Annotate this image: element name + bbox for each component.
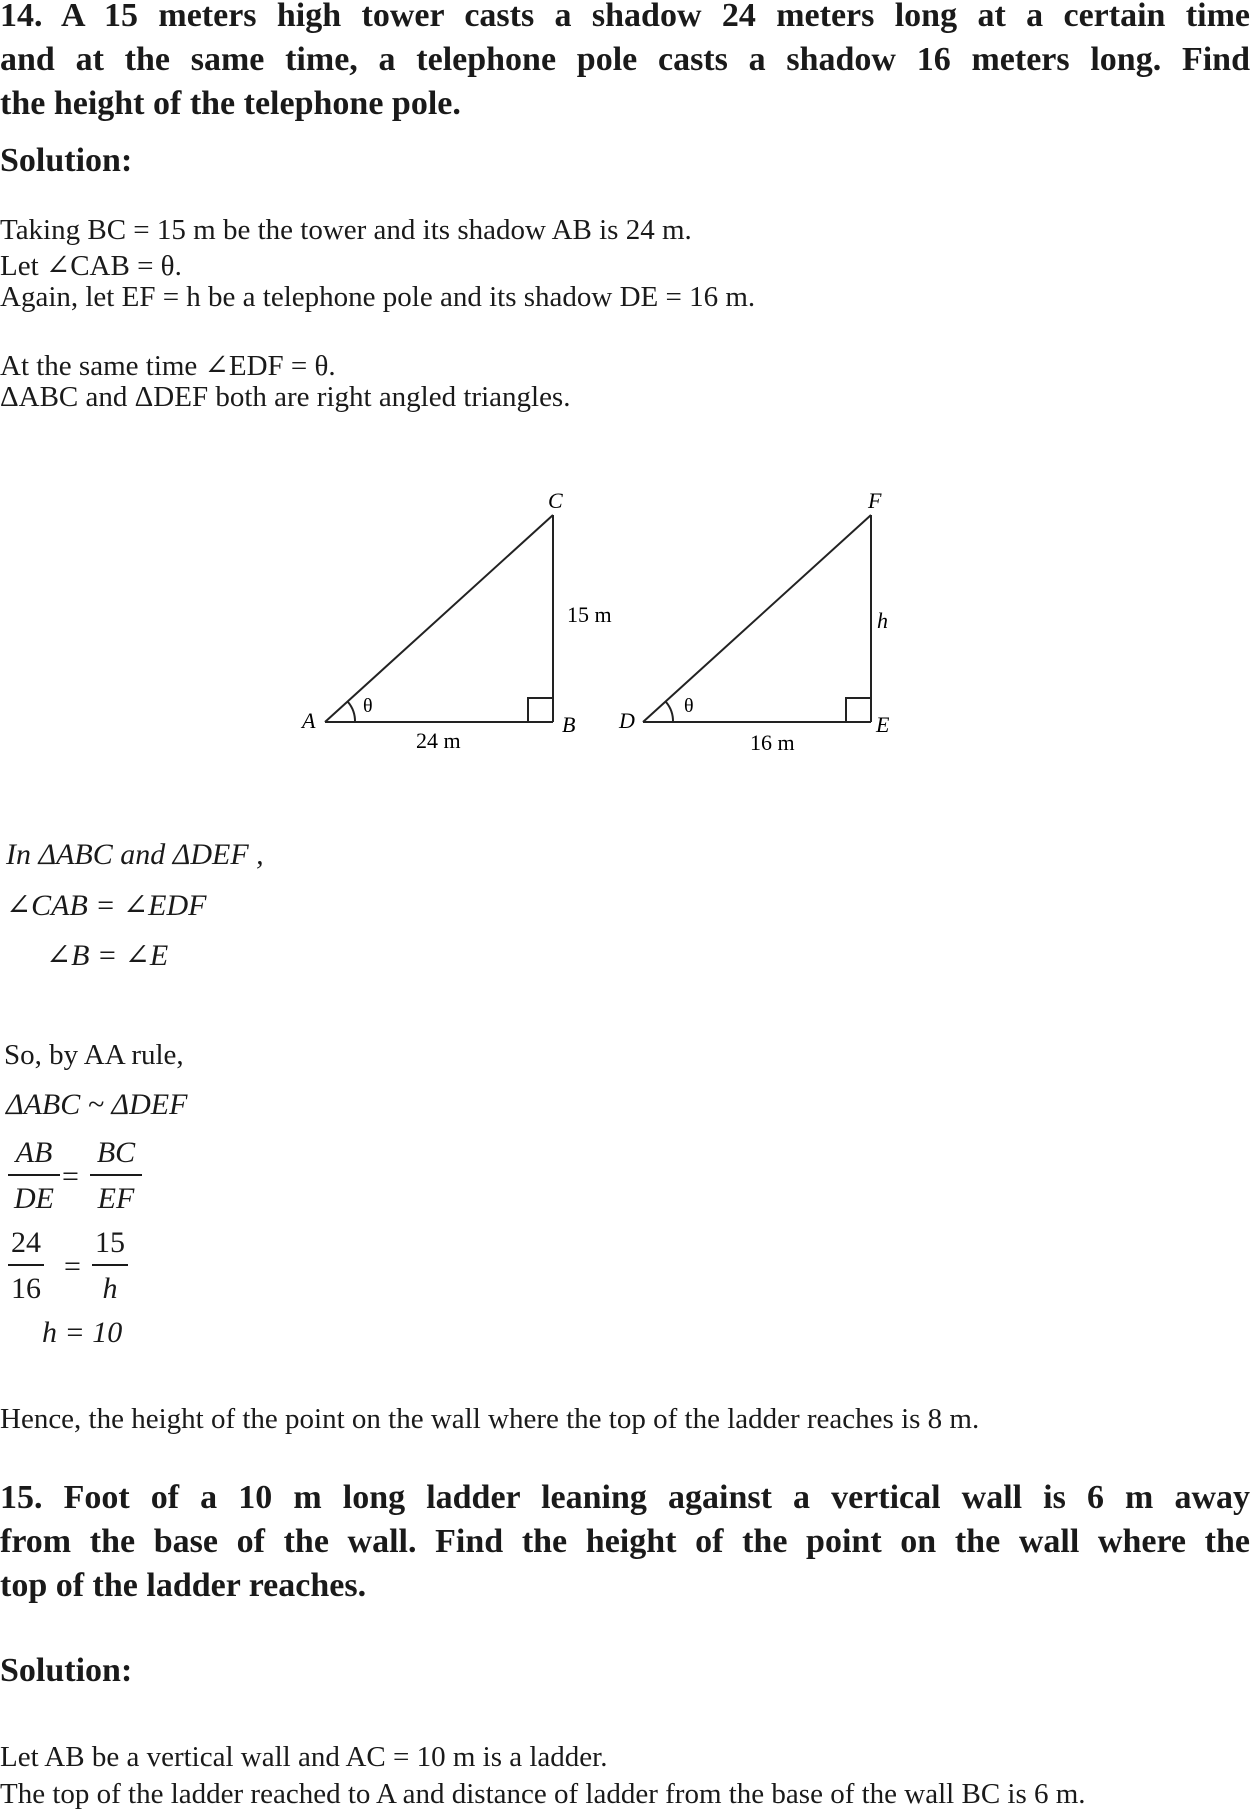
sol15-text-1: Let AB be a vertical wall and AC = 10 m is a ladder. (0, 1741, 608, 1773)
math-line-4: So, by AA rule, (4, 1039, 184, 1071)
sol14-text-5: ΔABC and ΔDEF both are right angled triangles. (0, 381, 571, 413)
fraction-ab-de (8, 1136, 60, 1216)
label-a: A (302, 708, 316, 733)
fraction-15-h (92, 1226, 128, 1306)
math-line-5: ΔABC ~ ΔDEF (6, 1088, 188, 1121)
fraction-denominator: DE (14, 1182, 54, 1215)
question-14-line-1: 14. A 15 meters high tower casts a shadow 24 meters long at a certain time (0, 0, 1250, 34)
right-angle-mark-e (846, 698, 871, 722)
math-line-3: ∠B = ∠E (46, 939, 169, 972)
label-base-16m: 16 m (750, 730, 795, 755)
side-df (643, 515, 871, 722)
similar-triangles-figure (290, 480, 910, 760)
angle-arc-a (348, 702, 355, 722)
question-15-line-3: top of the ladder reaches. (0, 1567, 367, 1604)
sol14-text-3: Again, let EF = h be a telephone pole and its shadow DE = 16 m. (0, 281, 756, 313)
fraction-bar (8, 1264, 44, 1266)
label-height-h: h (877, 608, 888, 633)
math-line-2: ∠CAB = ∠EDF (6, 889, 207, 922)
question-14-line-2: and at the same time, a telephone pole casts a shadow 16 meters long. Find (0, 41, 1250, 78)
label-e: E (876, 712, 890, 737)
fraction-denominator: EF (97, 1182, 135, 1215)
label-f: F (868, 488, 882, 513)
sol15-text-2: The top of the ladder reached to A and distance of ladder from the base of the wall BC is 6 m. (0, 1778, 1086, 1810)
fraction-bar (8, 1174, 60, 1176)
fraction-bar (92, 1264, 128, 1266)
fraction-numerator: AB (15, 1136, 53, 1169)
sol14-conclusion: Hence, the height of the point on the wall where the top of the ladder reaches is 8 m. (0, 1403, 980, 1435)
angle-arc-d (666, 702, 673, 722)
question-15-line-2: from the base of the wall. Find the height of the point on the wall where the (0, 1523, 1250, 1560)
question-14-line-3: the height of the telephone pole. (0, 85, 461, 122)
fraction-denominator: h (102, 1272, 118, 1305)
fraction-numerator: 24 (11, 1226, 41, 1259)
sol14-text-2: Let ∠CAB = θ. (0, 250, 182, 282)
fraction-numerator: BC (96, 1136, 136, 1169)
question-15 (0, 1476, 1250, 1608)
side-ac (325, 515, 553, 722)
label-theta-1: θ (363, 695, 373, 717)
right-angle-mark-b (528, 698, 553, 722)
question-15-line-1: 15. Foot of a 10 m long ladder leaning against a vertical wall is 6 m away (0, 1479, 1250, 1516)
triangle-def (618, 488, 890, 755)
fraction-numerator: 15 (95, 1226, 125, 1259)
fraction-24-16 (8, 1226, 44, 1306)
fraction-bc-ef (90, 1136, 142, 1216)
equals-sign-1: = (62, 1160, 79, 1193)
label-d: D (619, 708, 635, 733)
sol14-text-1: Taking BC = 15 m be the tower and its shadow AB is 24 m. (0, 214, 692, 246)
label-b: B (562, 712, 576, 737)
equals-sign-2: = (64, 1250, 81, 1283)
question-14 (0, 0, 1250, 126)
math-result-h: h = 10 (42, 1316, 123, 1349)
label-theta-2: θ (684, 695, 694, 717)
fraction-denominator: 16 (11, 1272, 41, 1305)
solution-heading-15: Solution: (0, 1652, 133, 1689)
solution-heading-14: Solution: (0, 142, 133, 179)
label-c: C (548, 488, 563, 513)
label-height-15m: 15 m (567, 602, 612, 627)
sol14-text-4: At the same time ∠EDF = θ. (0, 350, 336, 382)
math-line-1: In ΔABC and ΔDEF , (6, 838, 264, 871)
triangle-abc (300, 488, 612, 753)
fraction-bar (90, 1174, 142, 1176)
label-base-24m: 24 m (416, 728, 461, 753)
